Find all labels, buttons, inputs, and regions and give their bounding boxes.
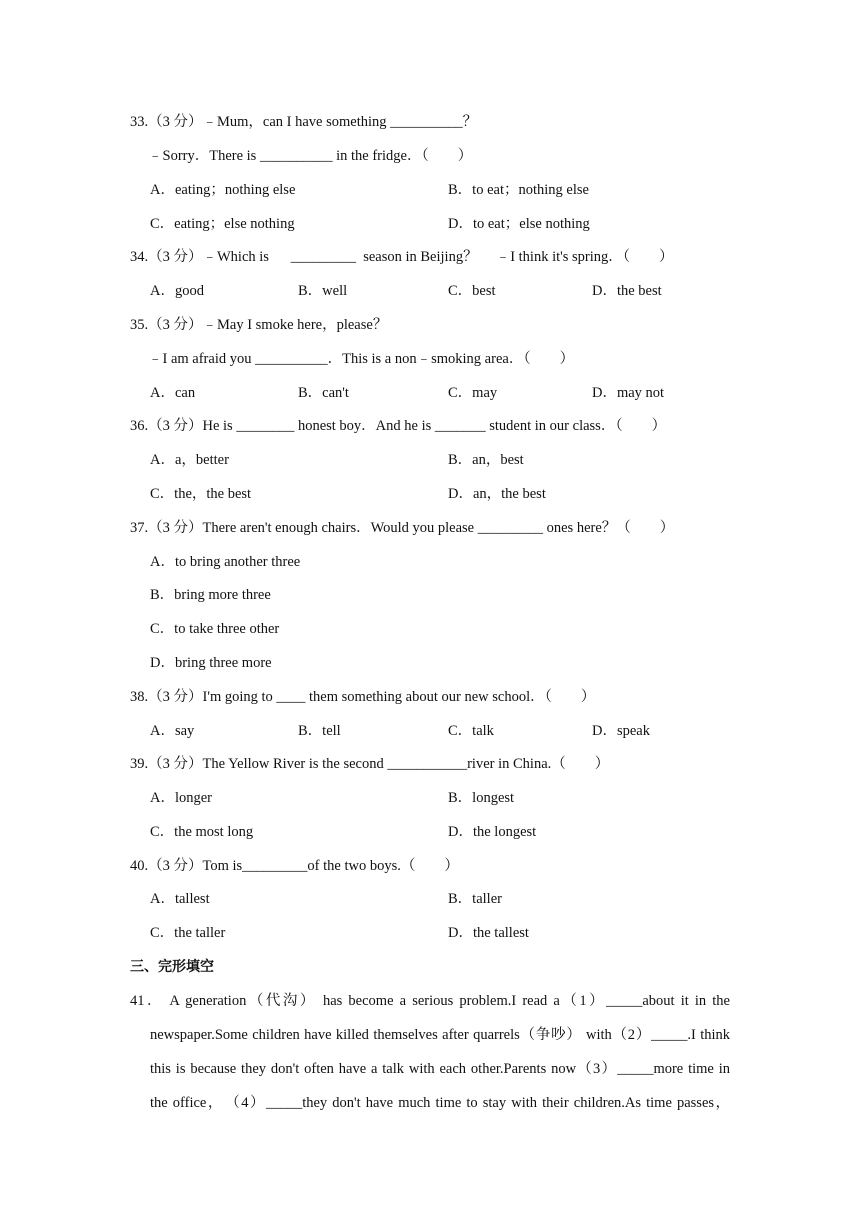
q39-option-a: A．longer <box>150 790 213 806</box>
q36-option-d: D．an，the best <box>448 486 546 502</box>
q33-stem-line2: ﹣Sorry．There is __________ in the fridge．（ ） <box>148 148 473 164</box>
q36-option-a: A．a，better <box>150 452 229 468</box>
q39-option-c: C．the most long <box>150 824 254 840</box>
q38-option-c: C．talk <box>448 723 494 739</box>
q37-stem: 37.（3 分）There aren't enough chairs．Would you please _________ ones here？（ ） <box>130 520 675 536</box>
q36-stem: 36.（3 分）He is ________ honest boy．And he is _______ student in our class．（ ） <box>130 418 667 434</box>
q40-option-a: A．tallest <box>150 891 210 907</box>
q34-option-d: D．the best <box>592 283 662 299</box>
q40-option-c: C．the taller <box>150 925 226 941</box>
q35-option-c: C．may <box>448 385 498 401</box>
q34-option-b: B．well <box>298 283 348 299</box>
q33-option-a: A．eating；nothing else <box>150 182 296 198</box>
q37-option-d: D．bring three more <box>150 655 272 671</box>
q41-line-3: this is because they don't often have a talk with each other.Parents now（3）_____more time in <box>150 1061 730 1077</box>
q40-stem: 40.（3 分）Tom is_________of the two boys.（ ） <box>130 858 459 874</box>
q35-option-a: A．can <box>150 385 196 401</box>
q36-option-c: C．the，the best <box>150 486 252 502</box>
q41-line-2: newspaper.Some children have killed themselves after quarrels（争吵） with（2）_____.I think <box>150 1027 730 1043</box>
q35-stem: 35.（3 分）﹣May I smoke here，please？ <box>130 317 388 333</box>
q35-option-b: B．can't <box>298 385 349 401</box>
q34-option-c: C．best <box>448 283 496 299</box>
q38-option-d: D．speak <box>592 723 650 739</box>
q34-stem: 34.（3 分）﹣Which is _________ season in Beijing？ ﹣I think it's spring．（ ） <box>130 249 674 265</box>
q37-option-b: B．bring more three <box>150 587 271 603</box>
q38-option-a: A．say <box>150 723 195 739</box>
q37-option-a: A．to bring another three <box>150 554 301 570</box>
q39-option-d: D．the longest <box>448 824 537 840</box>
q35-option-d: D．may not <box>592 385 665 401</box>
q39-option-b: B．longest <box>448 790 515 806</box>
q38-stem: 38.（3 分）I'm going to ____ them something about our new school．（ ） <box>130 689 596 705</box>
q35-stem-line2: ﹣I am afraid you __________．This is a non﹣smoking area．（ ） <box>148 351 575 367</box>
q38-option-b: B．tell <box>298 723 341 739</box>
q39-stem: 39.（3 分）The Yellow River is the second ___________river in China.（ ） <box>130 756 610 772</box>
q40-option-d: D．the tallest <box>448 925 529 941</box>
q37-option-c: C．to take three other <box>150 621 280 637</box>
q36-option-b: B．an，best <box>448 452 524 468</box>
q40-option-b: B．taller <box>448 891 502 907</box>
q33-stem: 33.（3 分）﹣Mum，can I have something __________？ <box>130 114 478 130</box>
q41-line-4: the office， （4）_____they don't have much time to stay with their children.As time passes， <box>150 1095 730 1111</box>
q33-option-d: D．to eat；else nothing <box>448 216 590 232</box>
q33-option-b: B．to eat；nothing else <box>448 182 589 198</box>
section-heading-cloze: 三、完形填空 <box>130 959 214 975</box>
q34-option-a: A．good <box>150 283 204 299</box>
q41-line-1: 41． A generation（代沟） has become a serious problem.I read a（1）_____about it in the <box>130 993 730 1009</box>
q33-option-c: C．eating；else nothing <box>150 216 295 232</box>
